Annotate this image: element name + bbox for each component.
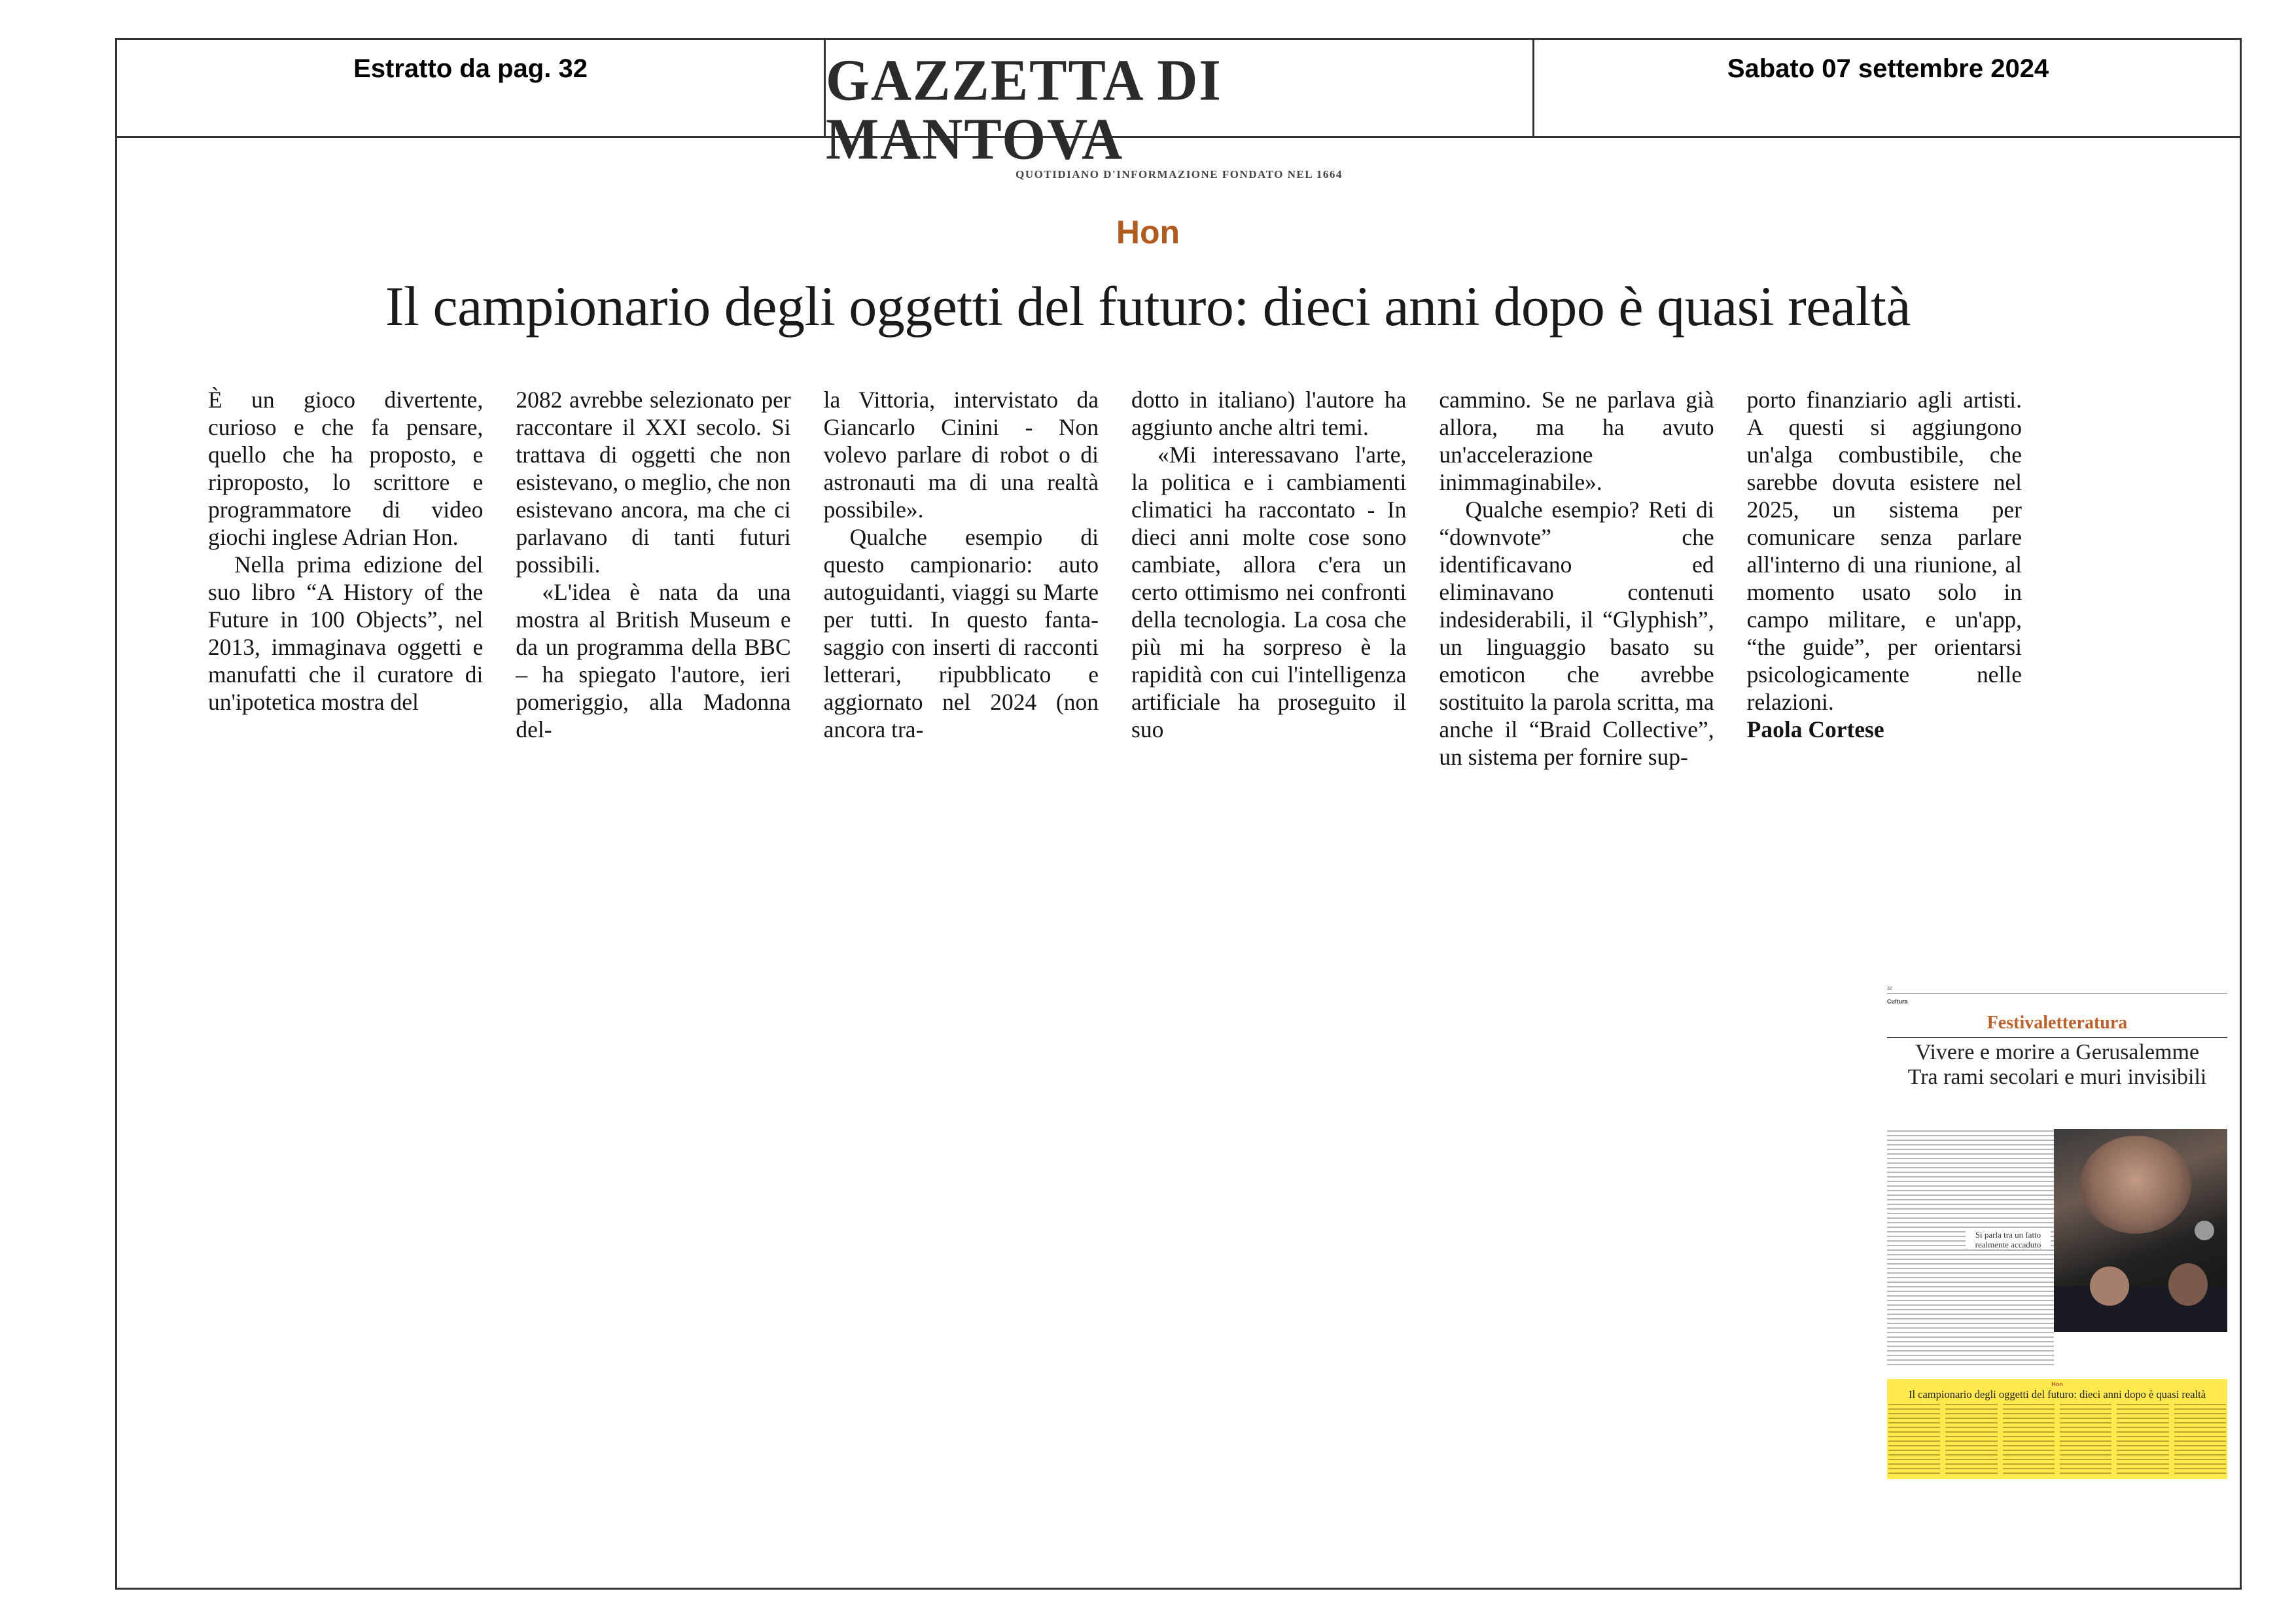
thumbnail-highlighted-article [1887,1379,2227,1479]
paragraph: Qualche esempio? Reti di “downvote” che identificavano ed eliminavano contenuti indesiderabili, il “Glyphish”, un linguaggio basato su emoticon che avrebbe sostituito la parola scritta, ma anche il “Braid Collective”, un sistema per fornire sup- [1439,497,1714,770]
thumbnail-rule [1887,1037,2227,1038]
article-column-4 [1131,386,1406,771]
thumbnail-photo [2054,1129,2227,1332]
thumbnail-title-line: Vivere e morire a Gerusalemme [1915,1040,2200,1064]
mini-column [1945,1404,1997,1476]
paragraph: la Vittoria, intervistato da Giancarlo Cinini - Non volevo parlare di robot o di astronauti ma di una realtà possibile». [823,387,1099,523]
thumbnail-pull-quote: Si parla tra un fatto realmente accaduto [1966,1230,2051,1249]
paragraph: È un gioco divertente, curioso e che fa pensare, quello che ha proposto, e riproposto, lo scrittore e programmatore di video giochi inglese Adrian Hon. [208,387,484,550]
thumbnail-page-number: 32 [1887,986,2227,994]
header-cell-date [1534,40,2242,136]
paragraph: porto finanziario agli artisti. A questi si aggiungono un'alga combustibile, che sarebbe dovuta esistere nel 2025, un sistema per comunicare senza parlare all'interno di una riunione, al momento usato solo in campo militare, e un'app, “the guide”, per orientarsi psicologicamente nelle relazioni. [1746,387,2022,715]
article-column-2 [516,386,790,771]
header-cell-masthead [826,40,1534,181]
article-body [208,386,2022,770]
thumbnail-mini-kicker: Hon [2051,1381,2063,1387]
mini-column [2003,1404,2055,1476]
thumbnail-mini-headline: Il campionario degli oggetti del futuro: dieci anni dopo è quasi realtà [1908,1388,2206,1401]
mini-column [2174,1404,2226,1476]
newspaper-masthead: GAZZETTA DI MANTOVA [826,46,1222,172]
publication-date: Sabato 07 settembre 2024 [1727,54,2049,83]
thumbnail-section: Cultura [1887,998,1908,1005]
mini-column [2117,1404,2168,1476]
paragraph: Qualche esempio di questo campionario: auto autoguidanti, viaggi su Marte per tutti. In questo fanta-saggio con inserti di racconti letterari, ripubblicato e aggiornato nel 2024 (non ancora tra- [823,524,1099,742]
header-cell-page [117,40,826,136]
thumbnail-title [1887,1040,2227,1090]
photo-microphone [2195,1221,2214,1240]
paragraph: Nella prima edizione del suo libro “A History of the Future in 100 Objects”, nel 2013, immaginava oggetti e manufatti che il curatore di un'ipotetica mostra del [208,551,484,715]
article-author: Paola Cortese [1746,716,1884,742]
article-column-1 [208,386,483,771]
paragraph: «Mi interessavano l'arte, la politica e i cambiamenti climatici ha raccontato - In dieci anni molte cose sono cambiate, allora c'era un certo ottimismo nei confronti della tecnologia. La cosa che più mi ha sorpreso è la rapidità con cui l'intelligenza artificiale ha proseguito il suo [1131,442,1407,742]
paragraph: dotto in italiano) l'autore ha aggiunto anche altri temi. [1131,387,1407,440]
paragraph: cammino. Se ne parlava già allora, ma ha avuto un'accelerazione inimmaginabile». [1439,387,1714,495]
photo-person [2168,1263,2208,1306]
thumbnail-kicker: Festivaletteratura [1987,1013,2128,1033]
paragraph: «L'idea è nata da una mostra al British Museum e da un programma della BBC – ha spiegato l'autore, ieri pomeriggio, alla Madonna del- [516,579,791,742]
page-extract-label: Estratto da pag. 32 [353,54,588,83]
mini-column [1888,1404,1940,1476]
clipping-header [117,40,2240,181]
article-headline: Il campionario degli oggetti del futuro: dieci anni dopo è quasi realtà [385,275,1911,338]
photo-face [2080,1136,2191,1234]
thumbnail-title-line: Tra rami secolari e muri invisibili [1907,1065,2207,1089]
paragraph: 2082 avrebbe selezionato per raccontare il XXI secolo. Si trattava di oggetti che non esistevano, o meglio, che non esistevano ancora, ma che ci parlavano di tanti futuri possibili. [516,387,791,578]
mini-column [2060,1404,2111,1476]
article-kicker: Hon [1116,214,1180,251]
article-column-3 [824,386,1099,771]
article-column-6 [1747,386,2022,771]
masthead-subtitle: QUOTIDIANO D'INFORMAZIONE FONDATO NEL 1664 [1016,168,1343,181]
article-column-5 [1439,386,1714,771]
thumbnail-mini-columns [1888,1404,2226,1476]
page-thumbnail [1887,986,2227,1480]
photo-person [2090,1266,2129,1306]
